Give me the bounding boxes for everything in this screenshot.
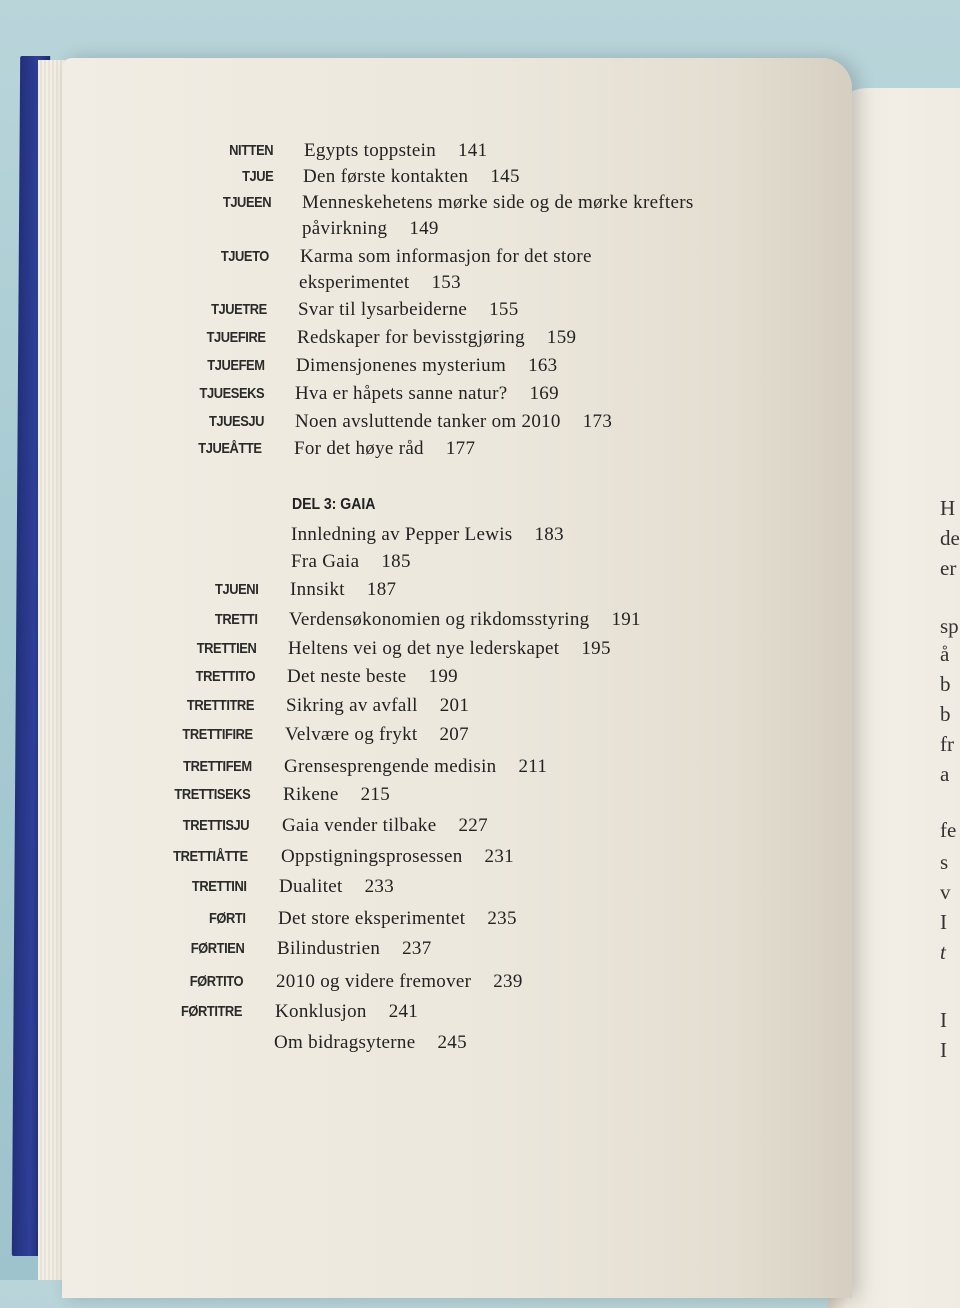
chapter-title-text: Hva er håpets sanne natur?: [295, 383, 508, 404]
facing-page-fragment: s: [940, 850, 949, 874]
chapter-title-text: Konklusjon: [275, 1001, 367, 1022]
page-number: 207: [439, 724, 469, 745]
chapter-number-label: FØRTI: [208, 910, 245, 927]
chapter-title: [282, 815, 488, 837]
toc-entry: [0, 724, 960, 754]
chapter-title-text: Det store eksperimentet: [278, 908, 466, 929]
chapter-number-label: TJUEFIRE: [207, 329, 266, 346]
facing-page-fragment: b: [940, 672, 951, 696]
chapter-title: [274, 1032, 467, 1054]
page-number: 199: [428, 666, 458, 687]
chapter-number-label: TJUEÅTTE: [198, 440, 262, 457]
chapter-title-text: Oppstigningsprosessen: [281, 846, 463, 867]
page-number: 239: [493, 971, 523, 992]
chapter-title: [281, 846, 514, 868]
page-number: 245: [437, 1032, 467, 1053]
chapter-number-label: TRETTINI: [191, 878, 246, 895]
page-number: 231: [484, 846, 514, 867]
page-number: 177: [445, 438, 476, 459]
chapter-title: [294, 438, 475, 460]
chapter-title-continuation: [299, 272, 461, 294]
toc-entry: [0, 784, 960, 814]
toc-entry: [0, 411, 960, 441]
chapter-title-text: Rikene: [283, 784, 339, 805]
chapter-number-label: FØRTIEN: [190, 940, 244, 957]
page-number: 227: [458, 815, 488, 836]
toc-entry: [0, 938, 960, 968]
page-number: 155: [489, 299, 519, 320]
chapter-number-label: TRETTISJU: [182, 817, 249, 834]
toc-entry: [0, 846, 960, 876]
section-heading: DEL 3: GAIA: [292, 496, 376, 513]
chapter-title-text: For det høye råd: [294, 438, 424, 459]
chapter-title-text: Redskaper for bevisstgjøring: [297, 327, 525, 348]
chapter-title: [300, 246, 592, 268]
page-number: 145: [490, 166, 520, 187]
chapter-number-label: TJUESEKS: [199, 385, 264, 402]
page-number: 235: [487, 908, 517, 929]
chapter-title-text: Grensesprengende medisin: [284, 756, 497, 777]
toc-entry: [0, 1001, 960, 1031]
chapter-title-text: Svar til lysarbeiderne: [298, 299, 468, 320]
chapter-number-label: TJUE: [241, 168, 273, 185]
page-number: 149: [409, 218, 439, 239]
page-number: 153: [431, 272, 461, 293]
chapter-number-label: TJUEEN: [222, 194, 271, 211]
chapter-title-text: Gaia vender tilbake: [282, 815, 437, 836]
chapter-number-label: TRETTITO: [195, 668, 255, 685]
chapter-title-text: Velvære og frykt: [285, 724, 418, 745]
toc-entry: [0, 666, 960, 696]
chapter-title-continuation-text: eksperimentet: [299, 272, 410, 293]
chapter-number-label: TJUETO: [220, 248, 269, 265]
facing-page-fragment: a: [940, 762, 950, 786]
page-number: 215: [360, 784, 391, 805]
chapter-title-text: Bilindustrien: [277, 938, 381, 959]
page-number: 169: [529, 383, 559, 404]
chapter-title: [298, 299, 519, 321]
chapter-title: [278, 908, 517, 930]
facing-page-fragment: sp: [940, 614, 959, 638]
chapter-number-label: TRETTIFIRE: [182, 726, 253, 743]
chapter-title: [291, 524, 564, 546]
chapter-title-text: Om bidragsyterne: [274, 1032, 416, 1053]
page-number: 185: [381, 551, 411, 572]
chapter-number-label: TRETTI: [214, 611, 257, 628]
chapter-number-label: NITTEN: [228, 142, 273, 159]
chapter-title-text: Egypts toppstein: [304, 140, 436, 161]
chapter-title: [277, 938, 432, 960]
facing-page-fragment: I: [940, 910, 947, 934]
chapter-title-text: Verdensøkonomien og rikdomsstyring: [289, 609, 590, 630]
chapter-title: [288, 638, 611, 660]
toc-entry: [0, 355, 960, 385]
toc-entry: [0, 299, 960, 329]
toc-entry: [0, 908, 960, 938]
chapter-title: [303, 166, 520, 188]
chapter-number-label: FØRTITRE: [180, 1003, 242, 1020]
chapter-number-label: TJUETRE: [211, 301, 267, 318]
chapter-number-label: TRETTITRE: [186, 697, 254, 714]
toc-entry: [0, 815, 960, 845]
page-number: 187: [366, 579, 397, 600]
chapter-title: [275, 1001, 418, 1023]
facing-page-fragment: er: [940, 556, 957, 580]
page-number: 241: [388, 1001, 419, 1022]
toc-entry: [0, 876, 960, 906]
chapter-title: [290, 579, 396, 601]
chapter-title: [302, 192, 694, 214]
chapter-title-continuation-text: påvirkning: [302, 218, 388, 239]
chapter-title-text: Innsikt: [290, 579, 345, 600]
facing-page-fragment: b: [940, 702, 951, 726]
chapter-number-label: TJUESJU: [208, 413, 264, 430]
chapter-number-label: TRETTIFEM: [183, 758, 252, 775]
chapter-title-text: Heltens vei og det nye lederskapet: [288, 638, 560, 659]
chapter-title-text: Det neste beste: [287, 666, 407, 687]
facing-page-fragment: å: [940, 642, 950, 666]
chapter-number-label: TRETTIÅTTE: [173, 848, 248, 865]
toc-entry: [0, 638, 960, 668]
facing-page-fragment: I: [940, 1008, 947, 1032]
chapter-title: [285, 724, 469, 746]
toc-entry: [0, 383, 960, 413]
toc-entry: [0, 1032, 960, 1062]
page-number: 141: [458, 140, 488, 161]
chapter-title: [295, 383, 559, 405]
chapter-title: [284, 756, 547, 778]
facing-page-fragment: fe: [940, 818, 957, 842]
facing-page-fragment: t: [940, 940, 946, 964]
toc-entry: [0, 524, 960, 554]
page-number: 211: [518, 756, 548, 777]
page-number: 159: [546, 327, 577, 348]
chapter-title-text: Innledning av Pepper Lewis: [291, 524, 513, 545]
chapter-title: [291, 551, 411, 573]
chapter-title: [283, 784, 390, 806]
facing-page-fragment: v: [940, 880, 951, 904]
toc-entry: [0, 192, 960, 239]
page-number: 195: [581, 638, 611, 659]
page-number: 163: [528, 355, 558, 376]
chapter-number-label: FØRTITO: [189, 973, 243, 990]
chapter-title: [296, 355, 557, 377]
chapter-title-text: Sikring av avfall: [286, 695, 418, 716]
facing-page-fragment: fr: [940, 732, 954, 756]
chapter-title-text: Noen avsluttende tanker om 2010: [295, 411, 561, 432]
page-number: 237: [402, 938, 432, 959]
chapter-title: [289, 609, 641, 631]
chapter-title: [286, 695, 469, 717]
chapter-title-text: 2010 og videre fremover: [276, 971, 472, 992]
chapter-title: [297, 327, 576, 349]
page-number: 173: [582, 411, 613, 432]
toc-entry: [0, 327, 960, 357]
toc-entry: [0, 756, 960, 786]
toc-entry: [0, 971, 960, 1001]
toc-entry: [0, 695, 960, 725]
toc-entry: [0, 438, 960, 468]
page-number: 183: [534, 524, 564, 545]
toc-entry: [0, 579, 960, 609]
chapter-number-label: TJUEFEM: [207, 357, 265, 374]
facing-page-fragment: H: [940, 496, 956, 520]
toc-entry: [0, 551, 960, 581]
chapter-title-text: Dualitet: [279, 876, 343, 897]
chapter-title-text: Karma som informasjon for det store: [300, 246, 592, 267]
facing-page-fragment: de: [940, 526, 960, 550]
facing-page-fragment: I: [940, 1038, 947, 1062]
page-number: 191: [611, 609, 641, 630]
page-number: 233: [364, 876, 395, 897]
toc-entry: [0, 609, 960, 639]
chapter-title: [295, 411, 612, 433]
chapter-title-text: Dimensjonenes mysterium: [296, 355, 507, 376]
chapter-title: [276, 971, 523, 993]
chapter-number-label: TRETTISEKS: [174, 786, 250, 803]
page-number: 201: [439, 695, 470, 716]
chapter-title-text: Fra Gaia: [291, 551, 360, 572]
toc-entry: [0, 246, 960, 293]
chapter-title-continuation: [302, 218, 439, 240]
chapter-title: [287, 666, 458, 688]
chapter-title: [304, 140, 487, 162]
chapter-title-text: Menneskehetens mørke side og de mørke krefters: [302, 192, 694, 213]
chapter-number-label: TRETTIEN: [196, 640, 256, 657]
chapter-number-label: TJUENI: [214, 581, 258, 598]
chapter-title-text: Den første kontakten: [303, 166, 469, 187]
chapter-title: [279, 876, 394, 898]
